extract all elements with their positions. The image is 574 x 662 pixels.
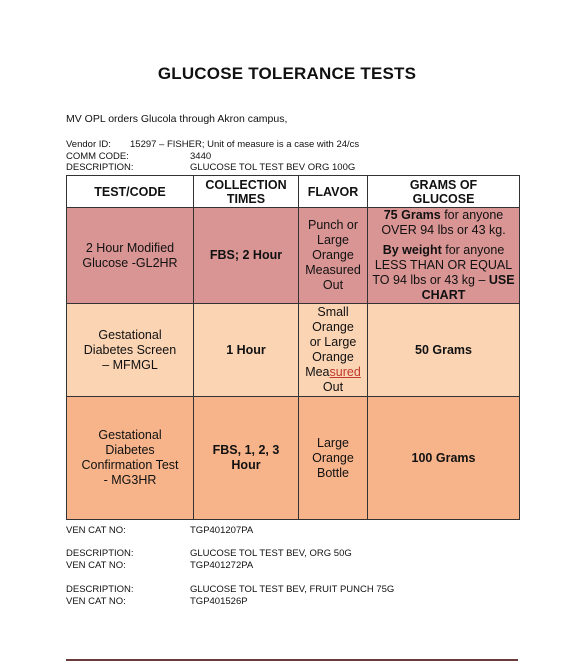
times-line: Hour (231, 458, 261, 472)
description-value: GLUCOSE TOL TEST BEV ORG 100G (190, 162, 356, 173)
bottom-divider (66, 659, 518, 661)
test-code-cell (67, 304, 194, 397)
table-header-row (67, 176, 520, 208)
flavor-line: Large (317, 233, 349, 247)
times-line: FBS, 1, 2, 3 (212, 443, 280, 457)
collection-times-cell: FBS; 2 Hour (194, 208, 299, 304)
description-label: DESCRIPTION: (66, 162, 134, 173)
flavor-line: Orange (312, 450, 354, 465)
description-value: GLUCOSE TOL TEST BEV, ORG 50G (190, 548, 352, 559)
cat-label: VEN CAT NO: (66, 559, 126, 571)
header-collection-times (194, 176, 299, 208)
cat-label: VEN CAT NO: (66, 525, 126, 536)
flavor-line: Orange (312, 248, 354, 262)
use-chart-bold: USE CHART (421, 273, 515, 302)
intro-text: MV OPL orders Glucola through Akron campus, (66, 113, 288, 125)
grams-cell (368, 208, 520, 304)
flavor-line: Out (322, 380, 344, 394)
test-line: Diabetes (105, 443, 155, 457)
test-line: – MFMGL (102, 357, 158, 372)
description-label: DESCRIPTION: (66, 548, 134, 559)
description-label: DESCRIPTION: (66, 584, 134, 595)
comm-code-value: 3440 (190, 150, 212, 162)
table-row (67, 397, 520, 520)
test-code-cell (67, 397, 194, 520)
vendor-id-value: 15297 – FISHER; Unit of measure is a case with 24/cs (130, 139, 360, 150)
description-row (66, 162, 359, 174)
header-grams (368, 176, 520, 208)
flavor-line: Orange (312, 320, 354, 334)
description-value: GLUCOSE TOL TEST BEV, FRUIT PUNCH 75G (190, 584, 395, 595)
flavor-line: Large (317, 435, 349, 450)
test-line: 2 Hour Modified (85, 240, 175, 255)
measured-part-b: sured (329, 365, 361, 379)
flavor-cell (299, 208, 368, 304)
glucose-test-table (66, 175, 520, 520)
test-line: Diabetes Screen (83, 342, 177, 357)
flavor-line: Bottle (317, 465, 349, 480)
header-collection-line2: TIMES (226, 191, 266, 206)
comm-code-label: COMM CODE: (66, 150, 129, 162)
grams-75-bold: 75 Grams (383, 208, 441, 222)
test-code-cell (67, 208, 194, 304)
vendor-id-row (66, 139, 359, 151)
flavor-line (302, 365, 364, 380)
test-line: Glucose -GL2HR (82, 255, 178, 270)
test-line: Gestational (98, 428, 162, 442)
collection-times-cell: 1 Hour (194, 304, 299, 397)
vendor-block (66, 139, 359, 174)
footer-cat1 (66, 525, 253, 537)
grams-cell: 50 Grams (368, 304, 520, 397)
grams-weight-rest: for anyone LESS THAN OR EQUAL TO 94 lbs or 43 kg – (372, 243, 513, 287)
table-row (67, 304, 520, 397)
flavor-line: Small (317, 305, 349, 319)
page-title: GLUCOSE TOLERANCE TESTS (157, 64, 417, 83)
footer-block-3 (66, 584, 394, 607)
footer-block-2 (66, 548, 352, 571)
collection-times-cell (194, 397, 299, 520)
grams-cell: 100 Grams (368, 397, 520, 520)
grams-weight-bold: By weight (382, 243, 442, 257)
header-test-code: TEST/CODE (67, 176, 194, 208)
flavor-cell (299, 304, 368, 397)
flavor-line: Measured (305, 263, 361, 277)
measured-part-a: Mea (305, 365, 330, 379)
test-line: Gestational (98, 327, 162, 342)
cat-value: TGP401526P (190, 595, 248, 607)
comm-code-row (66, 151, 359, 163)
cat-value: TGP401207PA (190, 525, 254, 536)
header-grams-line2: GLUCOSE (412, 191, 475, 206)
cat-value: TGP401272PA (190, 559, 254, 571)
grams-weight-text (371, 243, 516, 303)
grams-75-rest: for anyone OVER 94 lbs or 43 kg. (381, 208, 506, 237)
flavor-line: Orange (312, 350, 354, 364)
flavor-line: Punch or (307, 218, 359, 232)
header-collection-line1: COLLECTION (205, 177, 287, 192)
test-line: Confirmation Test (81, 458, 179, 472)
header-grams-line1: GRAMS OF (409, 177, 478, 192)
flavor-cell (299, 397, 368, 520)
vendor-id-label: Vendor ID: (66, 139, 111, 150)
test-line: - MG3HR (103, 473, 157, 487)
grams-75-text (371, 208, 516, 238)
table-row (67, 208, 520, 304)
flavor-line: or Large (309, 335, 357, 349)
cat-label: VEN CAT NO: (66, 595, 126, 607)
flavor-line: Out (322, 278, 344, 292)
header-flavor: FLAVOR (299, 176, 368, 208)
